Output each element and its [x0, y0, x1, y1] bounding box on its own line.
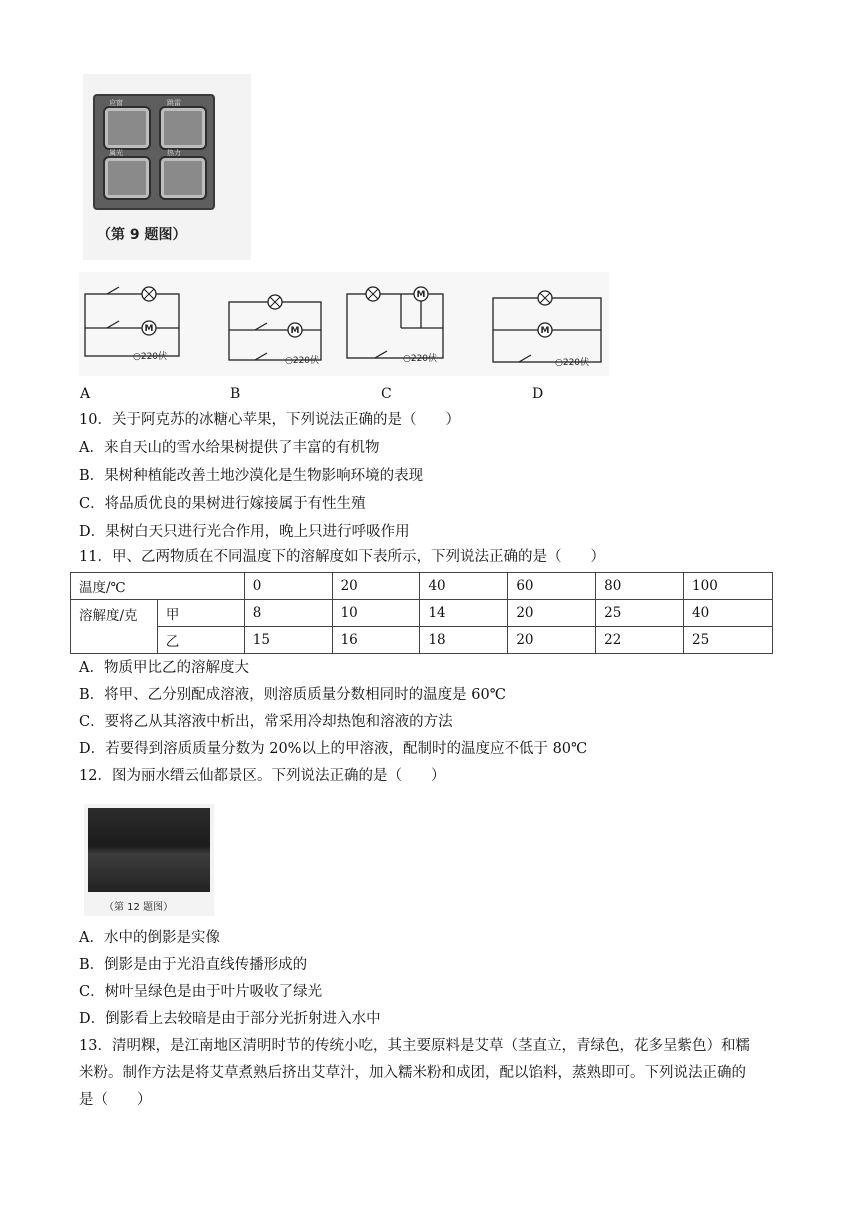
table-cell: 8	[244, 600, 332, 627]
table-cell: 20	[508, 627, 596, 654]
table-cell: 25	[684, 627, 773, 654]
question-12-stem: 12．图为丽水缙云仙都景区。下列说法正确的是（ ）	[79, 768, 446, 784]
circuit-option-label: D	[532, 386, 544, 402]
question-13-line: 米粉。制作方法是将艾草煮熟后挤出艾草汁，加入糯米粉和成团，配以馅料，蒸熟即可。下列说法正确的	[79, 1065, 746, 1081]
question-12-option-d: D．倒影看上去较暗是由于部分光折射进入水中	[79, 1011, 381, 1027]
voltage-label: ○220伏	[555, 358, 590, 368]
switch-label: 属光	[109, 149, 123, 157]
circuit-diagrams	[79, 272, 609, 376]
question-10-option-b: B．果树种植能改善土地沙漠化是生物影响环境的表现	[79, 468, 424, 484]
figure-9-switch-panel	[83, 74, 251, 260]
switch-button	[159, 106, 207, 150]
switch-button	[159, 156, 207, 200]
table-row	[71, 573, 773, 600]
table-cell: 20	[508, 600, 596, 627]
table-row-label: 乙	[157, 627, 244, 654]
table-row	[71, 627, 773, 654]
voltage-label: ○220伏	[403, 354, 438, 364]
svg-text:M: M	[290, 326, 300, 336]
question-13-line: 是（ ）	[79, 1092, 152, 1108]
switch-label: 热力	[167, 149, 181, 157]
table-cell: 60	[508, 573, 596, 600]
svg-text:M: M	[540, 326, 550, 336]
figure-9-caption: （第 9 题图）	[97, 227, 187, 243]
question-10-stem: 10．关于阿克苏的冰糖心苹果，下列说法正确的是（ ）	[79, 412, 460, 428]
table-cell: 22	[596, 627, 684, 654]
question-13-line: 13．清明粿，是江南地区清明时节的传统小吃，其主要原料是艾草（茎直立，青绿色，花多呈紫色）和糯	[79, 1038, 750, 1054]
figure-12-caption: （第 12 题图）	[104, 902, 174, 913]
table-cell: 20	[332, 573, 420, 600]
voltage-label: ○220伏	[133, 352, 168, 362]
table-cell: 25	[596, 600, 684, 627]
table-row-label: 甲	[157, 600, 244, 627]
switch-button	[103, 156, 151, 200]
svg-text:M: M	[144, 324, 154, 334]
table-cell: 100	[684, 573, 773, 600]
scenic-photo	[88, 808, 210, 892]
table-cell: 15	[244, 627, 332, 654]
question-12-option-a: A．水中的倒影是实像	[79, 930, 220, 946]
circuit-option-label: B	[230, 386, 241, 402]
circuit-options-figure	[79, 272, 609, 376]
table-cell: 14	[420, 600, 508, 627]
question-10-option-c: C．将品质优良的果树进行嫁接属于有性生殖	[79, 496, 366, 512]
voltage-label: ○220伏	[285, 356, 320, 366]
question-11-option-d: D．若要得到溶质质量分数为 20%以上的甲溶液，配制时的温度应不低于 80℃	[79, 741, 588, 757]
circuit-option-label: C	[381, 386, 392, 402]
table-cell: 18	[420, 627, 508, 654]
table-cell: 0	[244, 573, 332, 600]
circuit-option-label: A	[80, 386, 91, 402]
table-cell: 40	[420, 573, 508, 600]
solubility-table	[70, 572, 773, 654]
table-cell: 16	[332, 627, 420, 654]
switch-label: 应窗	[109, 99, 123, 107]
figure-12-scenic-photo	[84, 804, 214, 916]
table-cell: 80	[596, 573, 684, 600]
question-12-option-b: B．倒影是由于光沿直线传播形成的	[79, 957, 308, 973]
question-11-stem: 11．甲、乙两物质在不同温度下的溶解度如下表所示，下列说法正确的是（ ）	[79, 549, 605, 565]
question-11-option-a: A．物质甲比乙的溶解度大	[79, 660, 249, 676]
question-11-option-c: C．要将乙从其溶液中析出，常采用冷却热饱和溶液的方法	[79, 714, 453, 730]
svg-text:M: M	[416, 290, 426, 300]
table-row	[71, 600, 773, 627]
switch-panel-photo	[93, 94, 215, 210]
table-header-solubility: 溶解度/克	[71, 600, 158, 654]
question-11-option-b: B．将甲、乙分别配成溶液，则溶质质量分数相同时的温度是 60℃	[79, 687, 506, 703]
table-header-temp: 温度/℃	[71, 573, 245, 600]
table-cell: 40	[684, 600, 773, 627]
table-cell: 10	[332, 600, 420, 627]
question-12-option-c: C．树叶呈绿色是由于叶片吸收了绿光	[79, 984, 323, 1000]
switch-button	[103, 106, 151, 150]
question-10-option-a: A．来自天山的雪水给果树提供了丰富的有机物	[79, 440, 380, 456]
switch-label: 跳雷	[167, 99, 181, 107]
question-10-option-d: D．果树白天只进行光合作用，晚上只进行呼吸作用	[79, 524, 410, 540]
